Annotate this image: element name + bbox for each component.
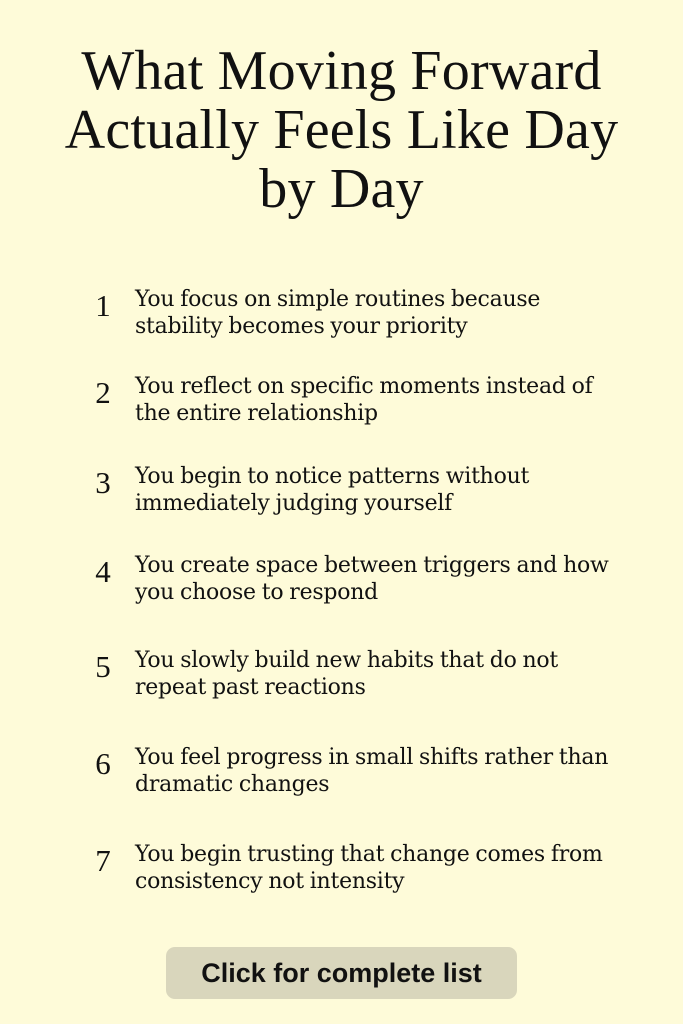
list-item-number: 2 <box>95 375 111 410</box>
list-item-text: You slowly build new habits that do not repeat past reactions <box>135 648 559 700</box>
list-item-number: 7 <box>95 843 111 878</box>
list-item-text: You reflect on specific moments instead of the entire relationship <box>135 374 593 426</box>
list-item-7 <box>0 841 683 911</box>
list-item-text: You feel progress in small shifts rather than dramatic changes <box>135 745 609 797</box>
list-item-number: 6 <box>95 746 111 781</box>
complete-list-button[interactable]: Click for complete list <box>166 947 517 999</box>
list-item-1 <box>0 286 683 356</box>
page-title: What Moving Forward Actually Feels Like Day by Day <box>64 40 619 220</box>
list-item-4 <box>0 552 683 622</box>
list-item-number: 4 <box>95 554 111 589</box>
list-item-6 <box>0 744 683 814</box>
list-item-number: 1 <box>95 288 111 323</box>
list-item-text: You create space between triggers and how you choose to respond <box>135 553 609 605</box>
list-item-number: 3 <box>95 465 111 500</box>
list-item-text: You focus on simple routines because stability becomes your priority <box>135 287 541 339</box>
list-item-2 <box>0 373 683 443</box>
list-item-text: You begin trusting that change comes from consistency not intensity <box>135 842 603 894</box>
list-item-text: You begin to notice patterns without immediately judging yourself <box>135 464 530 516</box>
list-item-5 <box>0 647 683 717</box>
list-item-number: 5 <box>95 649 111 684</box>
list-item-3 <box>0 463 683 533</box>
